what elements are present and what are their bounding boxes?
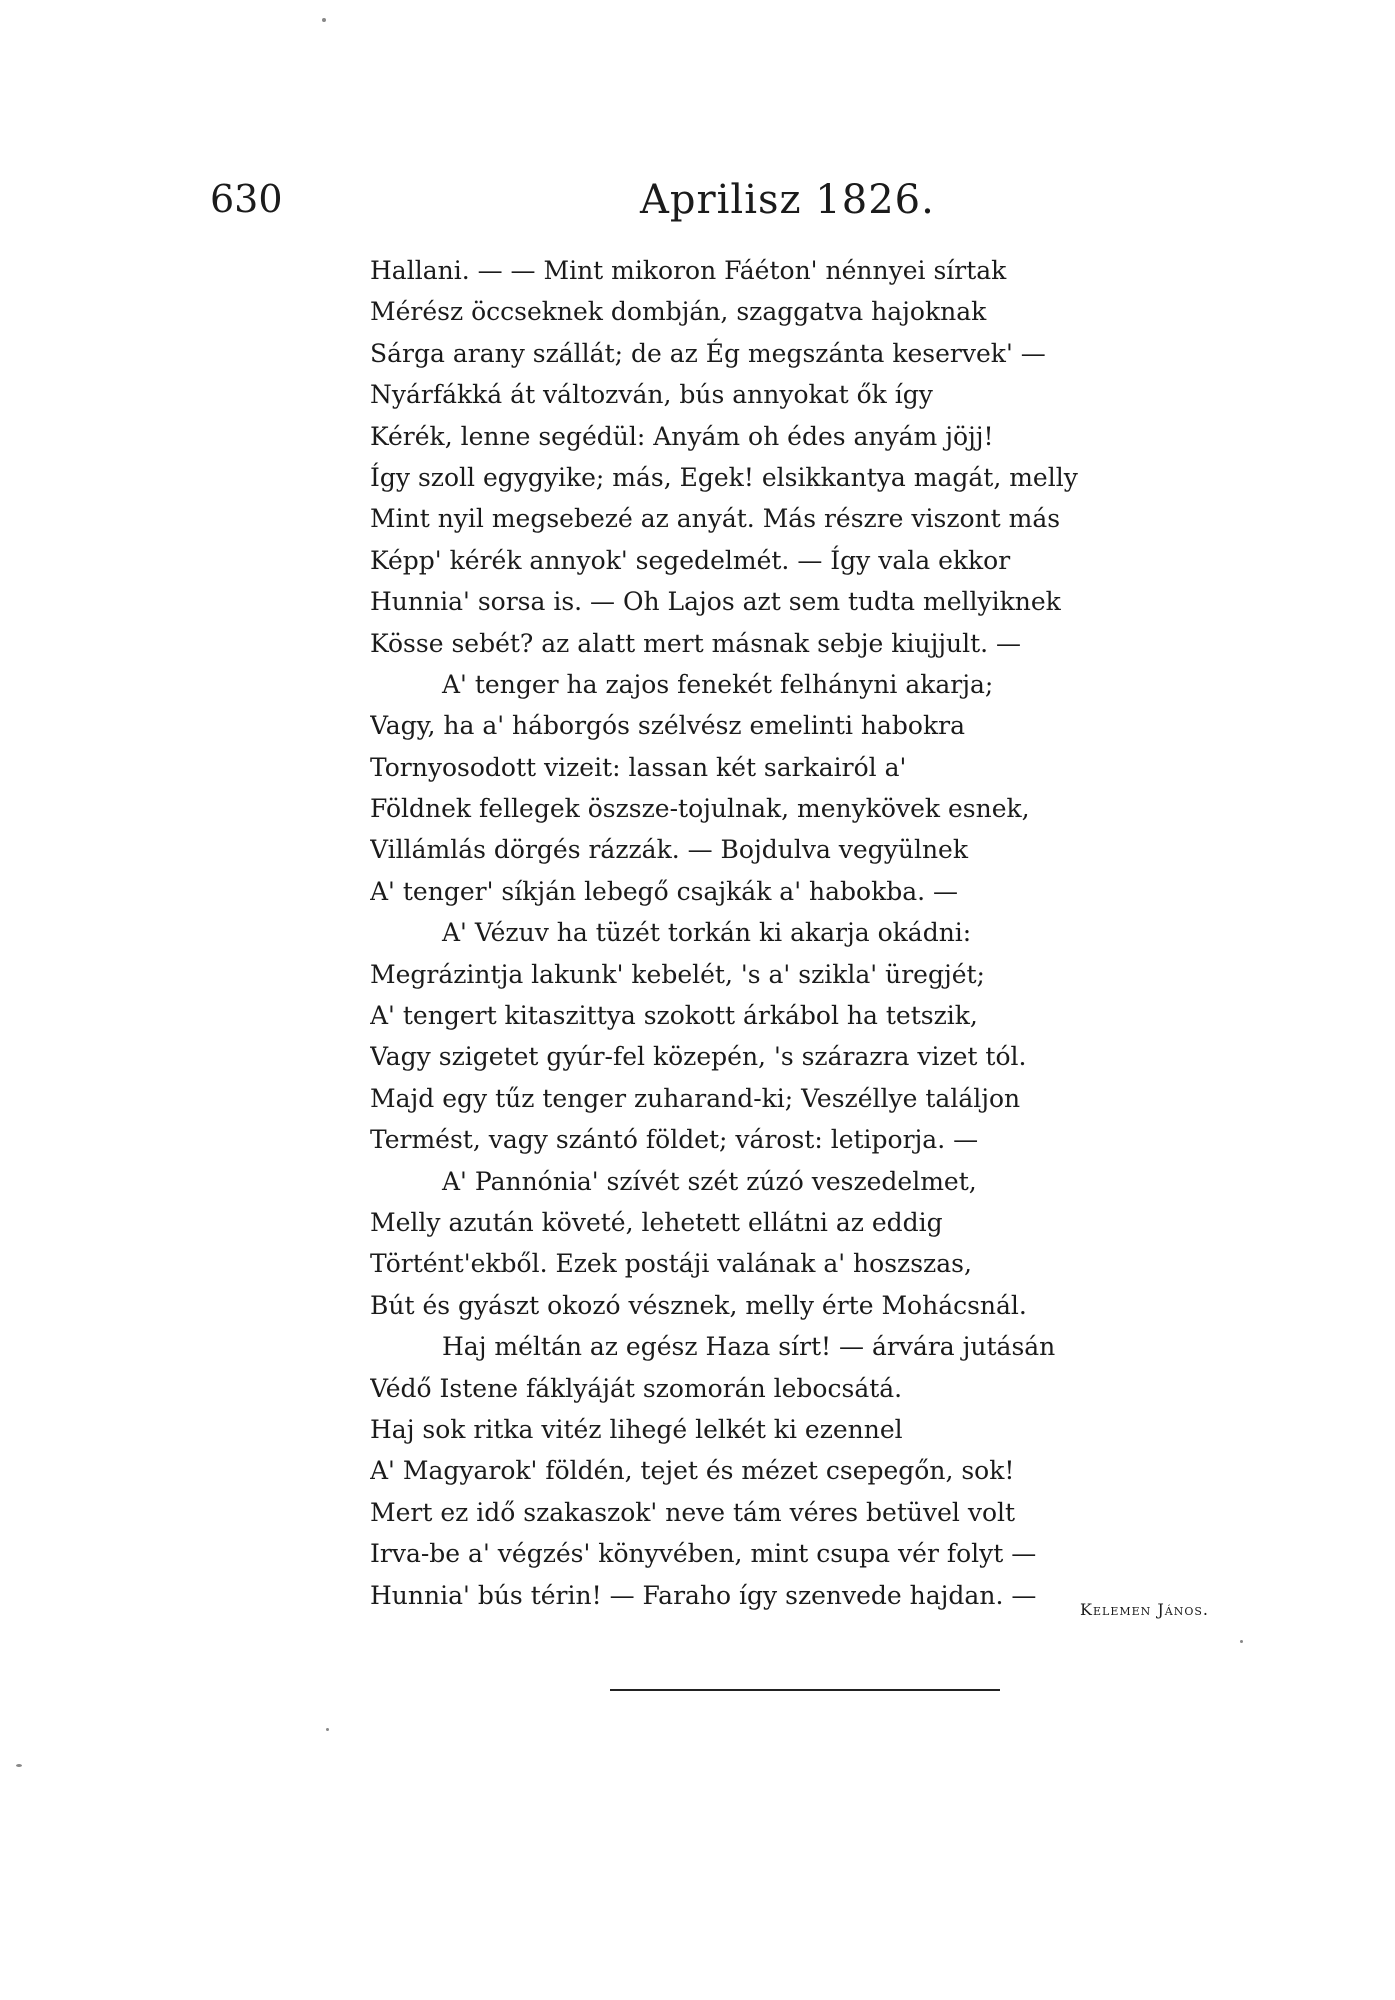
poem-line: Mert ez idő szakaszok' neve tám véres betüvel volt [370, 1497, 1016, 1527]
poem-line: A' Vézuv ha tüzét torkán ki akarja okádni: [442, 918, 972, 948]
poem-line: Földnek fellegek öszsze-tojulnak, menykövek esnek, [370, 794, 1030, 824]
poem-line: Hunnia' bús térin! — Faraho így szenvede hajdan. — [370, 1580, 1037, 1610]
poem-line: Haj méltán az egész Haza sírt! — árvára jutásán [442, 1332, 1056, 1362]
poem-line: Bút és gyászt okozó vésznek, melly érte Mohácsnál. [370, 1290, 1027, 1320]
poem-line: Védő Istene fáklyáját szomorán lebocsátá. [370, 1373, 903, 1403]
poem-line: Nyárfákká át változván, bús annyokat ők így [370, 380, 933, 410]
poem-line: Vagy, ha a' háborgós szélvész emelinti habokra [370, 711, 965, 741]
poem-line: Melly azután követé, lehetett ellátni az eddig [370, 1207, 943, 1237]
poem-line: Haj sok ritka vitéz lihegé lelkét ki ezennel [370, 1414, 903, 1444]
poem-line: Képp' kérék annyok' segedelmét. — Így vala ekkor [370, 545, 1011, 575]
running-title: Aprilisz 1826. [640, 177, 935, 223]
paper-speck [326, 1728, 329, 1731]
poem-line: A' tengert kitaszittya szokott árkábol ha tetszik, [370, 1001, 978, 1031]
poem-line: Majd egy tűz tenger zuharand-ki; Veszéllye találjon [370, 1083, 1021, 1113]
poem-text [370, 250, 1170, 1616]
poem-line: Villámlás dörgés rázzák. — Bojdulva vegyülnek [370, 835, 968, 865]
poem-line: Irva-be a' végzés' könyvében, mint csupa vér folyt — [370, 1539, 1037, 1569]
page-number: 630 [210, 177, 283, 221]
poem-line: Termést, vagy szántó földet; várost: letiporja. — [370, 1125, 979, 1155]
poem-line: A' tenger' síkján lebegő csajkák a' habokba. — [370, 876, 959, 906]
poem-line: Így szoll egygyike; más, Egek! elsikkantya magát, melly [370, 462, 1078, 492]
poem-line: Történt'ekből. Ezek postáji valának a' hoszszas, [370, 1249, 972, 1279]
poem-line: Megrázintja lakunk' kebelét, 's a' szikla' üregjét; [370, 959, 985, 989]
poem-line: A' Pannónia' szívét szét zúzó veszedelmet, [442, 1166, 977, 1196]
poem-line: A' Magyarok' földén, tejet és mézet csepegőn, sok! [370, 1456, 1015, 1486]
poem-line: Tornyosodott vizeit: lassan két sarkairól a' [370, 752, 907, 782]
paper-speck [16, 1764, 22, 1767]
poem-line: Kérék, lenne segédül: Anyám oh édes anyám jöjj! [370, 421, 994, 451]
poem-line: Kösse sebét? az alatt mert másnak sebje kiujjult. — [370, 628, 1022, 658]
poem-line: A' tenger ha zajos fenekét felhányni akarja; [442, 669, 994, 699]
paper-speck [322, 18, 326, 22]
paper-speck [1240, 1640, 1243, 1643]
poem-line: Mérész öccseknek dombján, szaggatva hajoknak [370, 297, 987, 327]
closing-rule [610, 1689, 1000, 1691]
author-signature: Kelemen János. [1080, 1600, 1209, 1619]
poem-line: Sárga arany szállát; de az Ég megszánta keservek' — [370, 338, 1046, 368]
poem-line: Hunnia' sorsa is. — Oh Lajos azt sem tudta mellyiknek [370, 587, 1061, 617]
poem-line: Vagy szigetet gyúr-fel közepén, 's szárazra vizet tól. [370, 1042, 1027, 1072]
poem-line: Hallani. — — Mint mikoron Fáéton' nénnyei sírtak [370, 256, 1007, 285]
poem-line: Mint nyil megsebezé az anyát. Más részre viszont más [370, 504, 1061, 534]
